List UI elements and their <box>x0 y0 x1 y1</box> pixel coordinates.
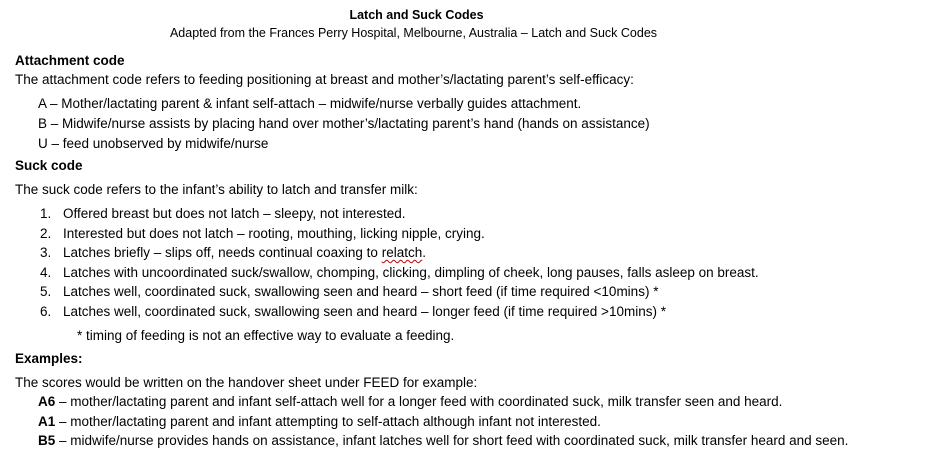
suck-item-5 <box>40 283 658 301</box>
suck-item-6 <box>40 303 666 321</box>
suck-item-1 <box>40 205 405 223</box>
example-a1 <box>38 413 601 431</box>
spellcheck-flagged-word[interactable]: relatch <box>381 245 423 260</box>
suck-item-number: 4. <box>40 265 52 280</box>
suck-item-text: Latches well, coordinated suck, swallowing seen and heard – short feed (if time required <10mins) * <box>63 284 659 299</box>
examples-intro: The scores would be written on the handover sheet under FEED for example: <box>15 375 478 390</box>
suck-item-text: Latches with uncoordinated suck/swallow, chomping, clicking, dimpling of cheek, long pauses, falls asleep on breast. <box>63 265 759 280</box>
suck-item-number: 6. <box>40 304 52 319</box>
example-a6 <box>38 393 782 411</box>
suck-item-text: Interested but does not latch – rooting, mouthing, licking nipple, crying. <box>63 226 485 241</box>
suck-item-number: 2. <box>40 226 52 241</box>
example-text: – mother/lactating parent and infant attempting to self-attach although infant not interested. <box>55 414 601 429</box>
suck-item-number: 1. <box>40 206 52 221</box>
example-text: – midwife/nurse provides hands on assistance, infant latches well for short feed with coordinated suck, milk transfer heard and seen. <box>55 433 849 448</box>
suck-intro: The suck code refers to the infant’s ability to latch and transfer milk: <box>15 182 418 197</box>
example-code: A6 <box>38 394 56 409</box>
suck-item-4 <box>40 264 759 282</box>
attachment-item-b: B – Midwife/nurse assists by placing hand over mother’s/lactating parent’s hand (hands on assistance) <box>38 116 650 131</box>
document-subtitle: Adapted from the Frances Perry Hospital, Melbourne, Australia – Latch and Suck Codes <box>169 26 658 40</box>
attachment-intro: The attachment code refers to feeding positioning at breast and mother’s/lactating parent’s self-efficacy: <box>15 72 634 87</box>
suck-item-number: 5. <box>40 284 52 299</box>
example-code: B5 <box>38 433 56 448</box>
examples-heading: Examples: <box>15 351 83 366</box>
suck-item-tail: . <box>422 245 426 260</box>
suck-heading: Suck code <box>15 158 83 173</box>
document-title: Latch and Suck Codes <box>349 8 484 22</box>
attachment-item-a: A – Mother/lactating parent & infant self-attach – midwife/nurse verbally guides attachment. <box>38 96 582 111</box>
attachment-heading: Attachment code <box>15 53 125 68</box>
suck-item-3 <box>40 244 426 262</box>
suck-footnote: * timing of feeding is not an effective way to evaluate a feeding. <box>77 328 455 343</box>
attachment-item-u: U – feed unobserved by midwife/nurse <box>38 136 269 151</box>
example-text: – mother/lactating parent and infant self-attach well for a longer feed with coordinated suck, milk transfer seen and heard. <box>55 394 783 409</box>
suck-item-2 <box>40 225 485 243</box>
suck-item-text: Latches well, coordinated suck, swallowing seen and heard – longer feed (if time required >10mins) * <box>63 304 666 319</box>
suck-item-text: Offered breast but does not latch – sleepy, not interested. <box>63 206 406 221</box>
suck-item-text: Latches briefly – slips off, needs continual coaxing to <box>63 245 382 260</box>
example-b5 <box>38 432 848 450</box>
example-code: A1 <box>38 414 56 429</box>
suck-item-number: 3. <box>40 245 52 260</box>
